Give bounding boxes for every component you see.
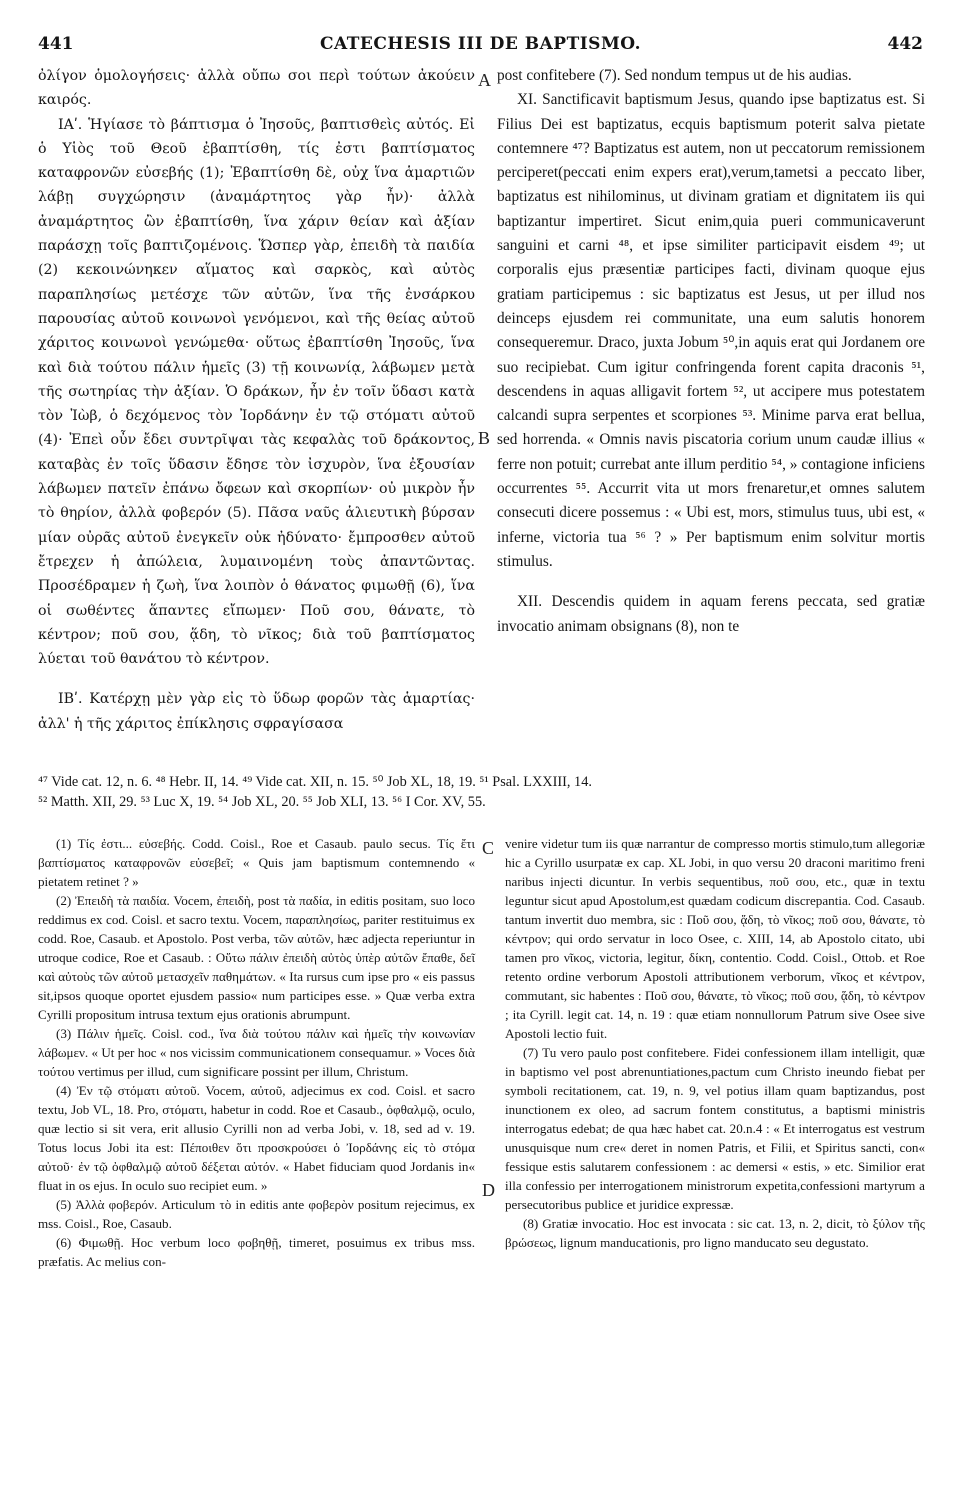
margin-letter-d: D	[482, 1180, 495, 1200]
latin-paragraph-intro: post confitebere (7). Sed nondum tempus ut de his audias.	[497, 67, 852, 84]
latin-text-column	[497, 64, 925, 639]
paragraph-gap	[497, 574, 925, 590]
greek-text-column	[38, 64, 475, 736]
greek-paragraph-12: ΙΒʹ. Κατέρχῃ μὲν γὰρ εἰς τὸ ὕδωρ φορῶν τὰς ἁμαρτίας· ἀλλ' ἡ τῆς χάριτος ἐπίκλησις σφραγίσασα	[38, 691, 475, 732]
page-number-left: 441	[38, 34, 74, 54]
reference-line-1: ⁴⁷ Vide cat. 12, n. 6. ⁴⁸ Hebr. II, 14. ⁴⁹ Vide cat. XII, n. 15. ⁵⁰ Job XL, 18, 19. ⁵¹ Psal. LXXIII, 14.	[38, 774, 592, 790]
note-2: (2) Ἐπειδὴ τὰ παιδία. Vocem, ἐπειδὴ, post τὰ παδία, in editis positam, suo loco reddimus ex cod. Coisl. et sacro textu. Vocem, παραπλησίως, pariter restituimus ex codd. Roe, Casaub. et Apostolo. Post verba, τῶν αὐτῶν, hæc adjecta reperiuntur in utroque codice, Roe et Casaub. : Οὕτω πάλιν ἐπειδὴ αὐτὸς ὑπὲρ αὐτῶν ἔπαθε, δεῖ καὶ αὐτοὺς τῶν αὐτοῦ μετασχεῖν παθημάτων. « Ita rursus cum ipse pro « eis passus sit,ipsos quoque oportet ejusdem passio« num participes esse. » Quæ verba extra Cyrilli propositum intrusa textum ejus orationis abrumpunt.	[38, 893, 475, 1022]
paragraph-gap	[38, 671, 475, 687]
margin-letter-a: A	[478, 70, 491, 90]
running-title: CATECHESIS III DE BAPTISMO.	[319, 34, 642, 54]
note-7: (7) Tu vero paulo post confitebere. Fidei confessionem illam intelligit, quæ in baptismo vel post abrenuntiationes,pactum cum Christo ineundo fiebat per symboli recitationem, cat. 19, n. 9, vel potius illam quam baptizandus, post inunctionem ex oleo, ad sacrum fontem constitutus, a baptismi ministris interrogatus edebat; de qua hæc habet cat. 20.n.4 : « Et interrogatus est vestrum unusquisque num cre« deret in nomen Patris, et Filii, et Spiritus sancti, con« fessique estis salutarem confessionem : ac demersi « estis, » etc. Similior erat illa confessio per interrogationem ministrorum expetita,confessioni martyrum a persecutoribus publice et juridice expressæ.	[505, 1045, 925, 1212]
greek-paragraph-11: ΙΑʹ. Ἡγίασε τὸ βάπτισμα ὁ Ἰησοῦς, βαπτισθεὶς αὐτός. Εἰ ὁ Υἱὸς τοῦ Θεοῦ ἐβαπτίσθη, τίς ἐστι βαπτίσματος καταφρονῶν εὐσεβής (1); Ἐβαπτίσθη δὲ, οὐχ ἵνα ἁμαρτιῶν λάβῃ συγχώρησιν (ἀναμάρτητος γὰρ ἦν)· ἀλλὰ ἀναμάρτητος ὢν ἐβαπτίσθη, ἵνα χάριν θείαν καὶ ἀξίαν παράσχῃ τοῖς βαπτιζομένοις. Ὥσπερ γὰρ, ἐπειδὴ τὰ παιδία (2) κεκοινώνηκεν αἵματος καὶ σαρκὸς, καὶ αὐτὸς παραπλησίως μετέσχε τῶν αὐτῶν, ἵνα τῆς ἐνσάρκου παρουσίας αὐτοῦ κοινωνοὶ γενόμενοι, καὶ τῆς θείας αὐτοῦ χάριτος κοινωνοὶ γενώμεθα· οὕτως ἐβαπτίσθη Ἰησοῦς, ἵνα καὶ διὰ τούτου πάλιν ἡμεῖς (3) τῇ κοινωνίᾳ, λάβωμεν μετὰ τῆς σωτηρίας τὴν ἀξίαν. Ὁ δράκων, ἦν ἐν τοῖν ὕδασι κατὰ τὸν Ἰὼβ, ὁ δεχόμενος τὸν Ἰορδάνην ἐν τῷ στόματι αὐτοῦ (4)· Ἐπεὶ οὖν ἔδει συντρῖψαι τὰς κεφαλὰς τοῦ δράκοντος, καταβὰς ἐν τοῖς ὕδασιν ἔδησε τὸν ἰσχυρὸν, ἵνα ἐξουσίαν λάβωμεν πατεῖν ἐπάνω ὄφεων καὶ σκορπίων· οὐ μικρὸν ἦν τὸ θηρίον, ἀλλὰ φοβερόν (5). Πᾶσα ναῦς ἁλιευτικὴ βύρσαν μίαν οὐρᾶς αὐτοῦ ἐνεγκεῖν οὐκ ἠδύνατο· ἔμπροσθεν αὐτοῦ ἔτρεχεν ἡ ἀπώλεια, λυμαινομένη τοὺς ἀπαντῶντας. Προσέδραμεν ἡ ζωὴ, ἵνα λοιπὸν ὁ θάνατος φιμωθῇ (6), ἵνα οἱ σωθέντες ἅπαντες εἴπωμεν· Ποῦ σου, θάνατε, τὸ κέντρον; ποῦ σου, ᾅδη, τὸ νῖκος; διὰ τοῦ βαπτίσματος λύεται τοῦ θανάτου τὸ κέντρον.	[38, 116, 475, 668]
latin-paragraph-12: XII. Descendis quidem in aquam ferens peccata, sed gratiæ invocatio animam obsignans (8), non te	[497, 593, 925, 635]
note-3: (3) Πάλιν ἡμεῖς. Coisl. cod., ἵνα διὰ τούτου πάλιν καὶ ἡμεῖς τὴν κοινωνίαν λάβωμεν. « Ut per hoc « nos vicissim communicationem consequamur. » Voces διὰ τούτου vertimus per illud, cum significare possint per illum, Christum.	[38, 1026, 475, 1079]
note-4: (4) Ἐν τῷ στόματι αὐτοῦ. Vocem, αὐτοῦ, adjecimus ex cod. Coisl. et sacro textu, Job VL, 18. Pro, στόματι, habetur in codd. Roe et Casaub., ὀφθαλμῷ, oculo, quæ lectio si sit vera, erit allusio Cyrilli non ad verba Jobi, v. 18, sed ad v. 19. Totus locus Jobi ita est: Πέποιθεν ὅτι προσκρούσει ὁ Ἰορδάνης εἰς τὸ στόμα αὐτοῦ· ἐν τῷ ὀφθαλμῷ αὐτοῦ δέξεται αὐτόν. « Habet fiduciam quod Jordanis in« fluat in os ejus. In oculo suo recipiet eum. »	[38, 1083, 475, 1193]
margin-letter-b: B	[478, 428, 491, 448]
note-8: (8) Gratiæ invocatio. Hoc est invocata : sic cat. 13, n. 2, dicit, τὸ ξύλον τῆς βρώσεως, lignum manducationis, pro ligno manducato seu degustato.	[505, 1216, 925, 1250]
page-number-right: 442	[887, 34, 923, 54]
running-header	[38, 34, 923, 58]
latin-paragraph-11: XI. Sanctificavit baptismum Jesus, quando ipse baptizatus est. Si Filius Dei est baptizatus, ecquis baptismum poterit salva pietate contemnere ⁴⁷? Baptizatus est autem, non ut peccatorum remissionem perciperet(peccati enim expers erat),verum,tametsi a peccato liber, baptizatus est nihilominus, ut divinam gratiam et dignitatem iis qui baptizantur impertiret. Sicut enim,quia pueri communicaverunt sanguini et carni ⁴⁸, et ipse similiter participavit eisdem ⁴⁹; ut corporalis ejus præsentiæ participes facti, divinam quoque ejus gratiam participemus : sic baptizatus est Jesus, ut per illud nos deinceps ejusdem rei communitate, una eum salutis honorem consequeremur. Draco, juxta Jobum ⁵⁰,in aquis erat qui Jordanem ore suo recipiebat. Cum igitur confringenda forent capita draconis ⁵¹, descendens in aquas alligavit fortem ⁵², ut accipere mus potestatem calcandi supra serpentes et scorpiones ⁵³. Minime parva erat bellua, sed horrenda. « Omnis navis piscatoria corium unum caudæ illius « ferre non potuit; currebat ante illum perditio ⁵⁴, » contagione inficiens occurrentes ⁵⁵. Accurrit vita ut mors frenaretur,et omnes salutem consecuti dicere possemus : « Ubi est, mors, stimulus tuus, ubi est, « inferne, victoria tua ⁵⁶ ? » Per baptismum enim solvitur mortis stimulus.	[497, 91, 925, 570]
margin-letter-c: C	[482, 838, 495, 858]
greek-paragraph-intro: ὀλίγον ὁμολογήσεις· ἀλλὰ οὔπω σοι περὶ τούτων ἀκούειν καιρός.	[38, 68, 475, 109]
note-5: (5) Ἀλλὰ φοβερόν. Articulum τὸ in editis ante φοβερὸν positum rejecimus, ex mss. Coisl., Roe, Casaub.	[38, 1197, 475, 1231]
note-1: (1) Τίς ἐστι... εὐσεβής. Codd. Coisl., Roe et Casaub. paulo secus. Τίς ἔτι βαπτίσματος καταφρονῶν εὐσεβεῖ; « Quis jam baptismum contemnendo « pietatem retinet ? »	[38, 836, 475, 889]
notes-left-column	[38, 834, 475, 1271]
reference-line-2: ⁵² Matth. XII, 29. ⁵³ Luc X, 19. ⁵⁴ Job XL, 20. ⁵⁵ Job XLI, 13. ⁵⁶ I Cor. XV, 55.	[38, 794, 486, 810]
notes-right-column	[505, 834, 925, 1252]
scripture-references	[38, 772, 925, 812]
note-6-continued: venire videtur tum iis quæ narrantur de compresso mortis stimulo,tum allegoriæ hic a Cyrillo usurpatæ ex cap. XL Jobi, in quo versu 20 draconi maritimo freni naribus injecti dicuntur. In verbis sequentibus, ποῦ σου, etc., quæ in textu leguntur sicut apud Apostolum,est quædam codicum discrepantia. Cod. Casaub. tantum invertit duo membra, sic : Ποῦ σου, ᾅδη, τὸ νῖκος; ποῦ σου, θάνατε, τὸ κέντρον; qui ordo servatur in loco Osee, c. XIII, 14, ab Apostolo citato, ubi tamen pro νῖκος, victoria, legitur, δίκη, contentio. Codd. Coisl., Ottob. et Roe retento ordine verborum Apostoli attributionem verborum, νῖκος et κέντρον, commutant, sic habentes : Ποῦ σου, θάνατε, τὸ νῖκος; ποῦ σου, ᾅδη, τὸ κέντρον ; ita Cyrill. legit cat. 14, n. 19 : quæ etiam nonnullorum Patrum sive Osee sive Apostoli lectio fuit.	[505, 836, 925, 1041]
note-6: (6) Φιμωθῇ. Hoc verbum loco φοβηθῇ, timeret, posuimus ex tribus mss. præfatis. Ac melius con-	[38, 1235, 475, 1269]
